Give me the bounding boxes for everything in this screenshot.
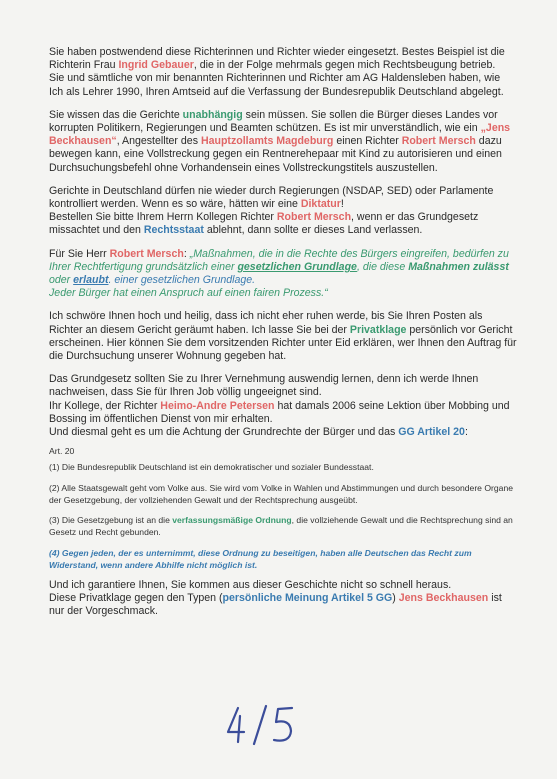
text: , Angestellter des bbox=[116, 135, 201, 148]
text: einen Richter bbox=[333, 135, 402, 148]
text: ist nur der Vorgeschmack. bbox=[49, 592, 502, 618]
text: dazu bewegen kann, eine Vollstreckung gegen ein Rentnerehepaar mit Kind zu autorisieren und einen Durchsuchungsbefehl ohne Vorhandensein eines Vollstreckungstitels auszustellen. bbox=[49, 135, 502, 174]
text: persönlich vor Gericht erscheinen. Hier können Sie dem vorsitzenden Richter unter Eid erklären, wer Ihnen den Auftrag für die Durchsuchung unserer Wohnung gegeben hat. bbox=[49, 323, 517, 363]
quote-text: . einer gesetzlichen Grundlage. bbox=[108, 274, 256, 287]
keyword-highlight: Privatklage bbox=[349, 323, 407, 336]
text: Gerichte in Deutschland dürfen nie wieder durch Regierungen (NSDAP, SED) oder Parlamente kontrolliert werden. Wenn es so wäre, hätten wir eine bbox=[49, 184, 494, 211]
text: Sie und sämtliche von mir benannten Richterinnen und Richter am AG Haldensleben haben, wie Ich als Lehrer 1990, Ihren Amtseid auf die Verfassung der Bundesrepublik Deutschland abgelegt. bbox=[49, 72, 504, 98]
keyword-highlight: verfassungsmäßige Ordnung bbox=[172, 515, 292, 526]
article-section-3 bbox=[49, 514, 517, 538]
name-highlight: Robert Mersch bbox=[109, 247, 184, 260]
text: Sie haben postwendend diese Richterinnen und Richter wieder eingesetzt. Bestes Beispiel ist die Richterin Frau bbox=[49, 46, 505, 72]
text: , die in der Folge mehrmals gegen mich Rechtsbeugung betrieb. bbox=[193, 59, 496, 72]
text: Und diesmal geht es um die Achtung der Grundrechte der Bürger und das bbox=[49, 426, 399, 439]
text: Für Sie Herr bbox=[49, 247, 110, 260]
article-heading: Art. 20 bbox=[49, 446, 75, 457]
reference-highlight: persönliche Meinung Artikel 5 GG bbox=[222, 592, 393, 605]
keyword-highlight: Diktatur bbox=[300, 198, 341, 211]
text: sein müssen. Sie sollen die Bürger dieses Landes vor korrupten Politikern, Regierungen und Beamten schützen. Es ist mir unverständlich, wie ein bbox=[49, 108, 498, 135]
text: , wenn er das Grundgesetz missachtet und den bbox=[49, 211, 479, 237]
article-section-2: (2) Alle Staatsgewalt geht vom Volke aus. Sie wird vom Volke in Wahlen und Abstimmungen und durch besondere Organe der Gesetzgebung, der vollziehenden Gewalt und der Rechtsprechung ausgeübt. bbox=[49, 482, 514, 505]
text: hat damals 2006 seine Lektion über Mobbing und Bossing im öffentlichen Dienst von mir erhalten. bbox=[49, 399, 510, 425]
text: Und ich garantiere Ihnen, Sie kommen aus dieser Geschichte nicht so schnell heraus. bbox=[49, 578, 452, 591]
text: Sie wissen das die Gerichte bbox=[49, 108, 183, 121]
quote-text: , die diese bbox=[356, 260, 409, 273]
text: : bbox=[464, 426, 468, 439]
quote-text: Jeder Bürger hat einen Anspruch auf einen fairen Prozess.“ bbox=[49, 287, 328, 300]
keyword-highlight: Rechtsstaat bbox=[143, 224, 204, 237]
paragraph-3 bbox=[49, 185, 517, 238]
paragraph-6 bbox=[49, 373, 517, 439]
text: Das Grundgesetz sollten Sie zu Ihrer Vernehmung auswendig lernen, denn ich werde Ihnen nachweisen, dass Sie für Ihren Job völlig ungeeignet sind. bbox=[49, 373, 479, 399]
text: ) bbox=[392, 592, 399, 605]
name-highlight: Robert Mersch bbox=[401, 135, 476, 148]
text: , die vollziehende Gewalt und die Rechtsprechung sind an Gesetz und Recht gebunden. bbox=[49, 515, 513, 538]
paragraph-1 bbox=[49, 46, 517, 99]
text: Ihr Kollege, der Richter bbox=[49, 399, 161, 412]
article-section-4: (4) Gegen jeden, der es unternimmt, diese Ordnung zu beseitigen, haben alle Deutschen das Recht zum Widerstand, wenn andere Abhilfe nicht möglich ist. bbox=[49, 547, 472, 570]
article-20-block bbox=[49, 445, 517, 571]
name-highlight: Heimo-Andre Petersen bbox=[160, 399, 275, 412]
quote-emphasis: gesetzlichen Grundlage bbox=[237, 260, 357, 273]
paragraph-5 bbox=[49, 310, 517, 363]
quote-text: oder bbox=[49, 274, 74, 287]
text: ablehnt, dann sollte er dieses Land verlassen. bbox=[203, 224, 423, 237]
reference-highlight: GG Artikel 20 bbox=[398, 426, 465, 439]
name-highlight: Jens Beckhausen bbox=[398, 592, 489, 605]
text: ! bbox=[340, 198, 344, 211]
name-highlight: Robert Mersch bbox=[276, 211, 352, 224]
keyword-highlight: unabhängig bbox=[182, 108, 243, 121]
text: Ich schwöre Ihnen hoch und heilig, dass ich nicht eher ruhen werde, bis Sie Ihren Posten als Richter an diesem Gericht geräumt haben. Ich lasse Sie bei der bbox=[49, 310, 483, 336]
quote-emphasis: Maßnahmen zulässt bbox=[408, 260, 509, 273]
paragraph-2 bbox=[49, 109, 517, 175]
quote-text: „Maßnahmen, die in die Rechte des Bürgers eingreifen, bedürfen zu Ihrer Rechtfertigung grundsätzlich einer bbox=[49, 247, 509, 273]
text: Diese Privatklage gegen den Typen ( bbox=[49, 592, 223, 605]
text: (3) Die Gesetzgebung ist an die bbox=[49, 515, 173, 526]
name-highlight: „Jens Beckhausen“ bbox=[49, 122, 511, 148]
text: : bbox=[183, 247, 190, 260]
name-highlight: Ingrid Gebauer bbox=[118, 59, 194, 72]
paragraph-4 bbox=[49, 248, 517, 301]
paragraph-7 bbox=[49, 579, 517, 619]
quote-emphasis: erlaubt bbox=[73, 274, 109, 287]
text: Bestellen Sie bitte Ihrem Herrn Kollegen Richter bbox=[49, 211, 277, 224]
handwritten-page-number bbox=[222, 702, 302, 748]
article-section-1: (1) Die Bundesrepublik Deutschland ist ein demokratischer und sozialer Bundesstaat. bbox=[49, 462, 374, 473]
office-highlight: Hauptzollamts Magdeburg bbox=[200, 135, 334, 148]
